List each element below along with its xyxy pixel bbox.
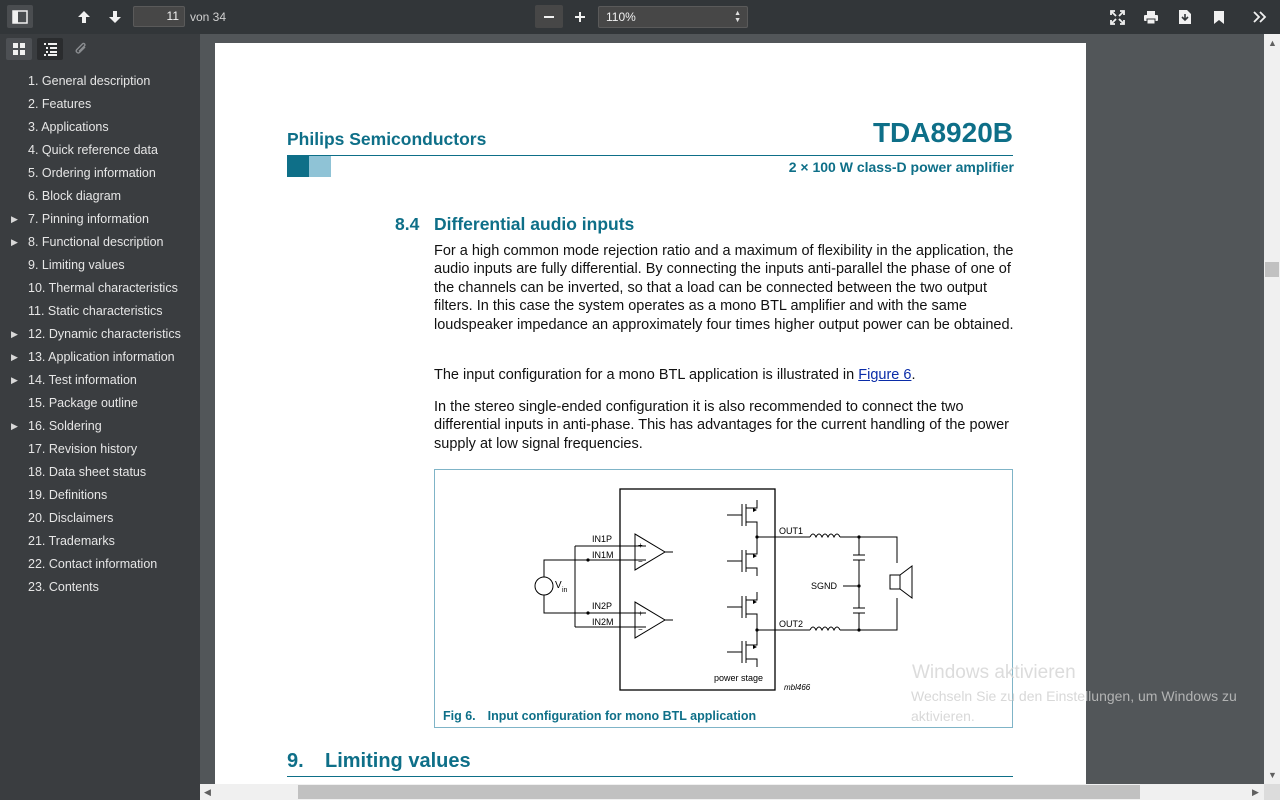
label-vin: V bbox=[555, 580, 562, 591]
next-page-button[interactable] bbox=[105, 5, 125, 29]
zoom-in-button[interactable] bbox=[567, 5, 593, 29]
outline-item[interactable] bbox=[0, 323, 200, 346]
label-out1: OUT1 bbox=[779, 526, 804, 536]
outline-item[interactable] bbox=[0, 277, 200, 300]
label-vin-sub: in bbox=[562, 587, 568, 594]
select-arrows-icon: ▲ ▼ bbox=[734, 10, 741, 24]
more-tools-icon bbox=[1252, 10, 1268, 24]
scroll-down-arrow[interactable]: ▼ bbox=[1268, 770, 1277, 780]
vertical-scroll-thumb[interactable] bbox=[1265, 262, 1279, 277]
outline-item-label: 14. Test information bbox=[28, 373, 137, 387]
page-total-label: von 34 bbox=[190, 10, 227, 24]
outline-item-label: 17. Revision history bbox=[28, 442, 138, 456]
download-icon bbox=[1178, 9, 1192, 25]
outline-item-label: 21. Trademarks bbox=[28, 534, 115, 548]
fullscreen-button[interactable] bbox=[1106, 5, 1128, 29]
label-figure-code: mbl466 bbox=[784, 683, 811, 692]
outline-item[interactable] bbox=[0, 208, 200, 231]
product-title: TDA8920B bbox=[872, 117, 1013, 148]
outline-item[interactable] bbox=[0, 139, 200, 162]
outline-item[interactable] bbox=[0, 438, 200, 461]
activation-watermark-title: Windows aktivieren bbox=[912, 662, 1076, 683]
header-block-light bbox=[309, 156, 331, 177]
outline-item[interactable] bbox=[0, 162, 200, 185]
outline-item-label: 9. Limiting values bbox=[28, 258, 125, 272]
expand-toggle-icon[interactable]: ▶ bbox=[11, 375, 18, 385]
activation-watermark-text: Wechseln Sie zu den Einstellungen, um Windows zu aktivieren. bbox=[911, 688, 1237, 724]
scroll-left-arrow[interactable]: ◀ bbox=[204, 787, 211, 797]
outline-item[interactable] bbox=[0, 553, 200, 576]
outline-item-label: 8. Functional description bbox=[28, 235, 164, 249]
label-in1m: IN1M bbox=[592, 550, 614, 560]
label-out2: OUT2 bbox=[779, 619, 804, 629]
outline-item-label: 4. Quick reference data bbox=[28, 143, 158, 157]
outline-icon bbox=[43, 42, 58, 56]
label-in2p: IN2P bbox=[592, 601, 613, 611]
outline-item-label: 13. Application information bbox=[28, 350, 175, 364]
outline-item-label: 2. Features bbox=[28, 97, 92, 111]
section-title: Differential audio inputs bbox=[434, 214, 635, 234]
thumbnails-icon bbox=[12, 42, 26, 56]
outline-item-label: 23. Contents bbox=[28, 580, 99, 594]
outline-item-label: 7. Pinning information bbox=[28, 212, 149, 226]
figure-caption-number: Fig 6. bbox=[443, 709, 476, 723]
next-section-title: Limiting values bbox=[325, 750, 471, 772]
paragraph-3: In the stereo single-ended configuration it is also recommended to connect the two differential inputs in anti-phase. This has advantages for the current handling of the power supply at low signal frequencies. bbox=[434, 399, 1009, 452]
label-sgnd: SGND bbox=[811, 581, 838, 591]
product-subtitle: 2 × 100 W class-D power amplifier bbox=[788, 159, 1014, 175]
outline-item[interactable] bbox=[0, 369, 200, 392]
outline-item[interactable] bbox=[0, 185, 200, 208]
figure-6-link[interactable]: Figure 6 bbox=[858, 367, 912, 383]
outline-item-label: 10. Thermal characteristics bbox=[28, 281, 178, 295]
document-viewport[interactable] bbox=[200, 34, 1264, 784]
label-minus-1: − bbox=[638, 557, 643, 566]
outline-item[interactable] bbox=[0, 116, 200, 139]
outline-item[interactable] bbox=[0, 93, 200, 116]
outline-item-label: 12. Dynamic characteristics bbox=[28, 327, 181, 341]
expand-toggle-icon[interactable]: ▶ bbox=[11, 421, 18, 431]
expand-toggle-icon[interactable]: ▶ bbox=[11, 352, 18, 362]
horizontal-scroll-thumb[interactable] bbox=[298, 785, 1140, 799]
sidebar-tabs bbox=[0, 34, 200, 66]
arrow-down-icon bbox=[108, 10, 122, 24]
previous-page-button[interactable] bbox=[74, 5, 94, 29]
outline-item-label: 19. Definitions bbox=[28, 488, 108, 502]
outline-item[interactable] bbox=[0, 392, 200, 415]
next-section-rule bbox=[287, 776, 1013, 777]
outline-item-label: 1. General description bbox=[28, 74, 151, 88]
outline-item[interactable] bbox=[0, 346, 200, 369]
expand-toggle-icon[interactable]: ▶ bbox=[11, 329, 18, 339]
scroll-right-arrow[interactable]: ▶ bbox=[1252, 787, 1259, 797]
outline-item-label: 22. Contact information bbox=[28, 557, 158, 571]
vertical-scrollbar[interactable] bbox=[1264, 34, 1280, 784]
outline-item[interactable] bbox=[0, 231, 200, 254]
print-icon bbox=[1143, 10, 1159, 25]
outline-item[interactable] bbox=[0, 461, 200, 484]
paragraph-1: For a high common mode rejection ratio and a maximum of flexibility in the application, the audio inputs are fully differential. By connecting the inputs anti-parallel the phase of one of the channels can be inverted, so that a load can be connected between the two output filters. In this case the system operates as a mono BTL amplifier and with the same loudspeaker impedance an approximately four times higher output power can be obtained. bbox=[434, 243, 1014, 333]
paragraph-2 bbox=[434, 366, 1016, 384]
attachments-icon bbox=[74, 42, 88, 56]
bookmark-button[interactable] bbox=[1208, 5, 1230, 29]
outline-item[interactable] bbox=[0, 70, 200, 93]
minus-icon bbox=[543, 11, 555, 23]
tab-thumbnails[interactable] bbox=[6, 38, 32, 60]
outline-item-label: 20. Disclaimers bbox=[28, 511, 114, 525]
label-plus-1: + bbox=[638, 541, 643, 550]
outline-item[interactable] bbox=[0, 507, 200, 530]
more-tools-button[interactable] bbox=[1248, 5, 1272, 29]
page-number-input[interactable]: 11 bbox=[133, 6, 185, 27]
plus-icon bbox=[574, 11, 586, 23]
figure-caption-text: Input configuration for mono BTL application bbox=[487, 709, 757, 723]
expand-toggle-icon[interactable]: ▶ bbox=[11, 237, 18, 247]
outline-item[interactable] bbox=[0, 300, 200, 323]
fullscreen-icon bbox=[1110, 10, 1125, 25]
outline-item-label: 16. Soldering bbox=[28, 419, 102, 433]
print-button[interactable] bbox=[1140, 5, 1162, 29]
paragraph-2-text: The input configuration for a mono BTL application is illustrated in bbox=[434, 367, 859, 383]
outline-item[interactable] bbox=[0, 576, 200, 599]
bookmark-icon bbox=[1213, 10, 1225, 25]
sidebar bbox=[0, 34, 200, 800]
outline-item-label: 6. Block diagram bbox=[28, 189, 122, 203]
header-block-dark bbox=[287, 156, 309, 177]
company-name: Philips Semiconductors bbox=[287, 129, 487, 149]
outline-item[interactable] bbox=[0, 415, 200, 438]
paragraph-2-end: . bbox=[911, 367, 916, 383]
outline-item[interactable] bbox=[0, 254, 200, 277]
zoom-select[interactable] bbox=[598, 6, 748, 28]
expand-toggle-icon[interactable]: ▶ bbox=[11, 214, 18, 224]
outline-item-label: 5. Ordering information bbox=[28, 166, 156, 180]
scrollbar-corner bbox=[1264, 784, 1280, 800]
label-plus-2: + bbox=[638, 609, 643, 618]
zoom-out-button[interactable] bbox=[535, 5, 563, 28]
scroll-up-arrow[interactable]: ▲ bbox=[1268, 38, 1277, 48]
label-in1p: IN1P bbox=[592, 534, 613, 544]
outline-item-label: 3. Applications bbox=[28, 120, 109, 134]
section-number: 8.4 bbox=[395, 214, 420, 234]
label-minus-2: − bbox=[638, 625, 643, 634]
tab-outline[interactable] bbox=[37, 38, 63, 60]
outline-list bbox=[0, 70, 200, 599]
toolbar bbox=[0, 0, 1280, 34]
outline-item[interactable] bbox=[0, 484, 200, 507]
sidebar-icon bbox=[12, 10, 28, 24]
zoom-value: 110% bbox=[606, 10, 636, 24]
tab-attachments[interactable] bbox=[68, 38, 94, 60]
sidebar-toggle-button[interactable] bbox=[7, 5, 33, 28]
label-in2m: IN2M bbox=[592, 617, 614, 627]
outline-item-label: 11. Static characteristics bbox=[28, 304, 163, 318]
figure-caption bbox=[443, 709, 768, 723]
next-section-number: 9. bbox=[287, 750, 304, 772]
label-power-stage: power stage bbox=[714, 673, 764, 683]
arrow-up-icon bbox=[77, 10, 91, 24]
download-button[interactable] bbox=[1174, 5, 1196, 29]
outline-item-label: 15. Package outline bbox=[28, 396, 138, 410]
outline-item[interactable] bbox=[0, 530, 200, 553]
outline-item-label: 18. Data sheet status bbox=[28, 465, 147, 479]
header-rule bbox=[287, 155, 1013, 156]
